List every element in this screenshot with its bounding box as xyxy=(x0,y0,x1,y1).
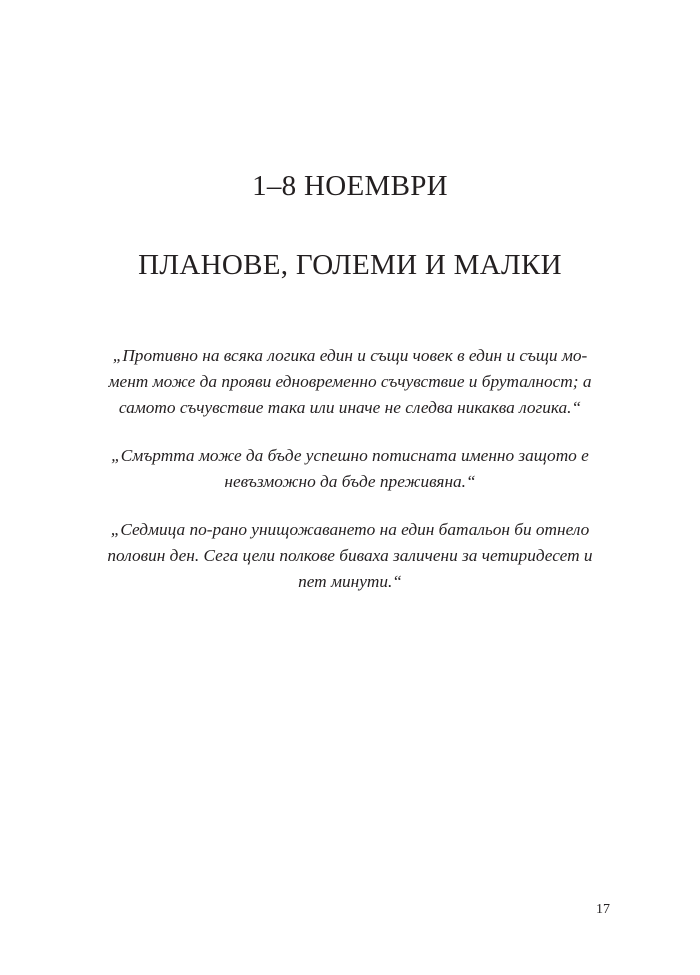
quote-1 xyxy=(80,343,620,421)
chapter-title-heading: ПЛАНОВЕ, ГОЛЕМИ И МАЛКИ xyxy=(138,249,562,281)
quote-3 xyxy=(80,517,620,595)
epigraph-quotes xyxy=(80,343,620,617)
quote-line: самото съчувствие така или иначе не следва никаква логика.“ xyxy=(118,398,582,417)
quote-line: половин ден. Сега цели полкове биваха заличени за четиридесет и xyxy=(107,546,593,565)
quote-line: пет минути.“ xyxy=(298,572,402,591)
quote-line: невъзможно да бъде преживяна.“ xyxy=(224,472,476,491)
quote-2 xyxy=(80,443,620,495)
quote-line: „Смъртта може да бъде успешно потисната именно защото е xyxy=(111,446,589,465)
quote-line: мент може да прояви едновременно съчувствие и бруталност; а xyxy=(108,372,592,391)
quote-line: „Седмица по-рано унищожаването на един батальон би отнело xyxy=(110,520,590,539)
quote-line: „Противно на всяка логика един и същи човек в един и същи мо- xyxy=(112,346,588,365)
chapter-date-heading: 1–8 НОЕМВРИ xyxy=(252,170,448,202)
page-number: 17 xyxy=(596,902,610,917)
